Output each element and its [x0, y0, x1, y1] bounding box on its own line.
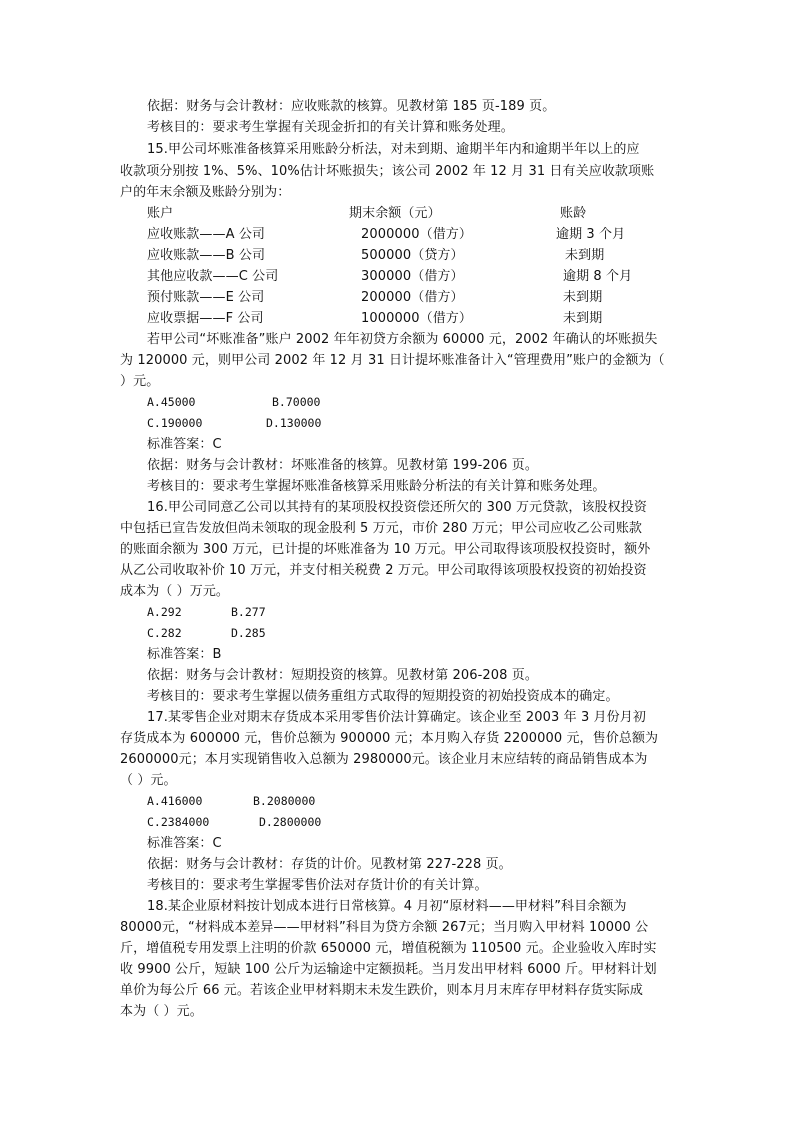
table-header-age: 账龄	[560, 206, 587, 221]
objective-line: 考核目的：要求考生掌握零售价法对存货计价的有关计算。	[147, 878, 488, 893]
question-17-text: 17.某零售企业对期末存货成本采用零售价法计算确定。该企业至 2003 年 3 月份月初	[147, 710, 646, 725]
question-18-text: 18.某企业原材料按计划成本进行日常核算。4 月初“原材料——甲材料”科目余额为	[147, 899, 627, 914]
table-cell: 300000（借方）	[361, 269, 464, 284]
table-cell: 未到期	[563, 290, 603, 305]
table-header-account: 账户	[147, 206, 174, 221]
table-cell: 其他应收款——C 公司	[147, 269, 279, 284]
table-cell: 未到期	[565, 248, 605, 263]
objective-line: 考核目的：要求考生掌握坏账准备核算采用账龄分析法的有关计算和账务处理。	[147, 479, 606, 494]
table-cell: 预付账款——E 公司	[147, 290, 265, 305]
question-15-text: 为 120000 元，则甲公司 2002 年 12 月 31 日计提坏账准备计入“管理费用”账户的金额为（	[120, 353, 665, 368]
option-c: C.190000	[147, 416, 203, 430]
option-d: D.2800000	[259, 815, 322, 829]
table-cell: 500000（贷方）	[361, 248, 464, 263]
question-18-text: 斤，增值税专用发票上注明的价款 650000 元，增值税额为 110500 元。企业验收入库时实	[120, 941, 657, 956]
question-15-text: 收款项分别按 1%、5%、10%估计坏账损失；该公司 2002 年 12 月 31 日有关应收款项账	[120, 164, 655, 179]
option-b: B.2080000	[253, 794, 316, 808]
option-c: C.2384000	[147, 815, 210, 829]
table-cell: 未到期	[563, 311, 603, 326]
question-17-text: 存货成本为 600000 元，售价总额为 900000 元；本月购入存货 2200000 元，售价总额为	[120, 731, 659, 746]
option-a: A.45000	[147, 395, 196, 409]
question-16-text: 成本为（ ）万元。	[120, 584, 230, 599]
basis-line: 依据：财务与会计教材：存货的计价。见教材第 227-228 页。	[147, 857, 512, 872]
question-15-text: ）元。	[120, 374, 160, 389]
basis-line: 依据：财务与会计教材：应收账款的核算。见教材第 185 页-189 页。	[147, 99, 556, 114]
table-cell: 应收账款——A 公司	[147, 227, 266, 242]
question-18-text: 单价为每公斤 66 元。若该企业甲材料期末未发生跌价，则本月月末库存甲材料存货实际成	[120, 983, 644, 998]
answer-line: 标准答案：C	[147, 437, 222, 452]
question-17-text: （ ）元。	[120, 773, 177, 788]
option-d: D.130000	[266, 416, 322, 430]
table-cell: 逾期 8 个月	[563, 269, 633, 284]
option-b: B.70000	[272, 395, 321, 409]
table-cell: 逾期 3 个月	[556, 227, 626, 242]
table-cell: 1000000（借方）	[361, 311, 472, 326]
question-16-text: 16.甲公司同意乙公司以其持有的某项股权投资偿还所欠的 300 万元贷款，该股权投资	[147, 500, 647, 515]
table-cell: 应收账款——B 公司	[147, 248, 266, 263]
answer-line: 标准答案：C	[147, 836, 222, 851]
answer-line: 标准答案：B	[147, 647, 222, 662]
question-15-text: 户的年末余额及账龄分别为：	[120, 185, 291, 200]
objective-line: 考核目的：要求考生掌握有关现金折扣的有关计算和账务处理。	[147, 120, 514, 135]
option-a: A.292	[147, 605, 182, 619]
table-header-balance: 期末余额（元）	[349, 206, 441, 221]
question-16-text: 的账面余额为 300 万元，已计提的坏账准备为 10 万元。甲公司取得该项股权投资时，额外	[120, 542, 651, 557]
option-c: C.282	[147, 626, 182, 640]
basis-line: 依据：财务与会计教材：短期投资的核算。见教材第 206-208 页。	[147, 668, 538, 683]
question-15-text: 若甲公司“坏账准备”账户 2002 年年初贷方余额为 60000 元，2002 年确认的坏账损失	[147, 332, 658, 347]
question-17-text: 2600000元；本月实现销售收入总额为 2980000元。该企业月末应结转的商品销售成本为	[120, 752, 648, 767]
question-16-text: 中包括已宣告发放但尚未领取的现金股利 5 万元，市价 280 万元；甲公司应收乙公司账款	[120, 521, 643, 536]
option-d: D.285	[231, 626, 266, 640]
basis-line: 依据：财务与会计教材：坏账准备的核算。见教材第 199-206 页。	[147, 458, 538, 473]
objective-line: 考核目的：要求考生掌握以债务重组方式取得的短期投资的初始投资成本的确定。	[147, 689, 619, 704]
question-16-text: 从乙公司收取补价 10 万元，并支付相关税费 2 万元。甲公司取得该项股权投资的初始投资	[120, 563, 647, 578]
question-18-text: 本为（ ）元。	[120, 1004, 203, 1019]
table-cell: 200000（借方）	[361, 290, 464, 305]
question-18-text: 收 9900 公斤，短缺 100 公斤为运输途中定额损耗。当月发出甲材料 6000 斤。甲材料计划	[120, 962, 657, 977]
question-18-text: 80000元，“材料成本差异——甲材料”科目为贷方余额 267元；当月购入甲材料 10000 公	[120, 920, 649, 935]
table-cell: 2000000（借方）	[361, 227, 472, 242]
question-15-text: 15.甲公司坏账准备核算采用账龄分析法，对未到期、逾期半年内和逾期半年以上的应	[147, 142, 640, 157]
table-cell: 应收票据——F 公司	[147, 311, 264, 326]
option-a: A.416000	[147, 794, 203, 808]
option-b: B.277	[231, 605, 266, 619]
